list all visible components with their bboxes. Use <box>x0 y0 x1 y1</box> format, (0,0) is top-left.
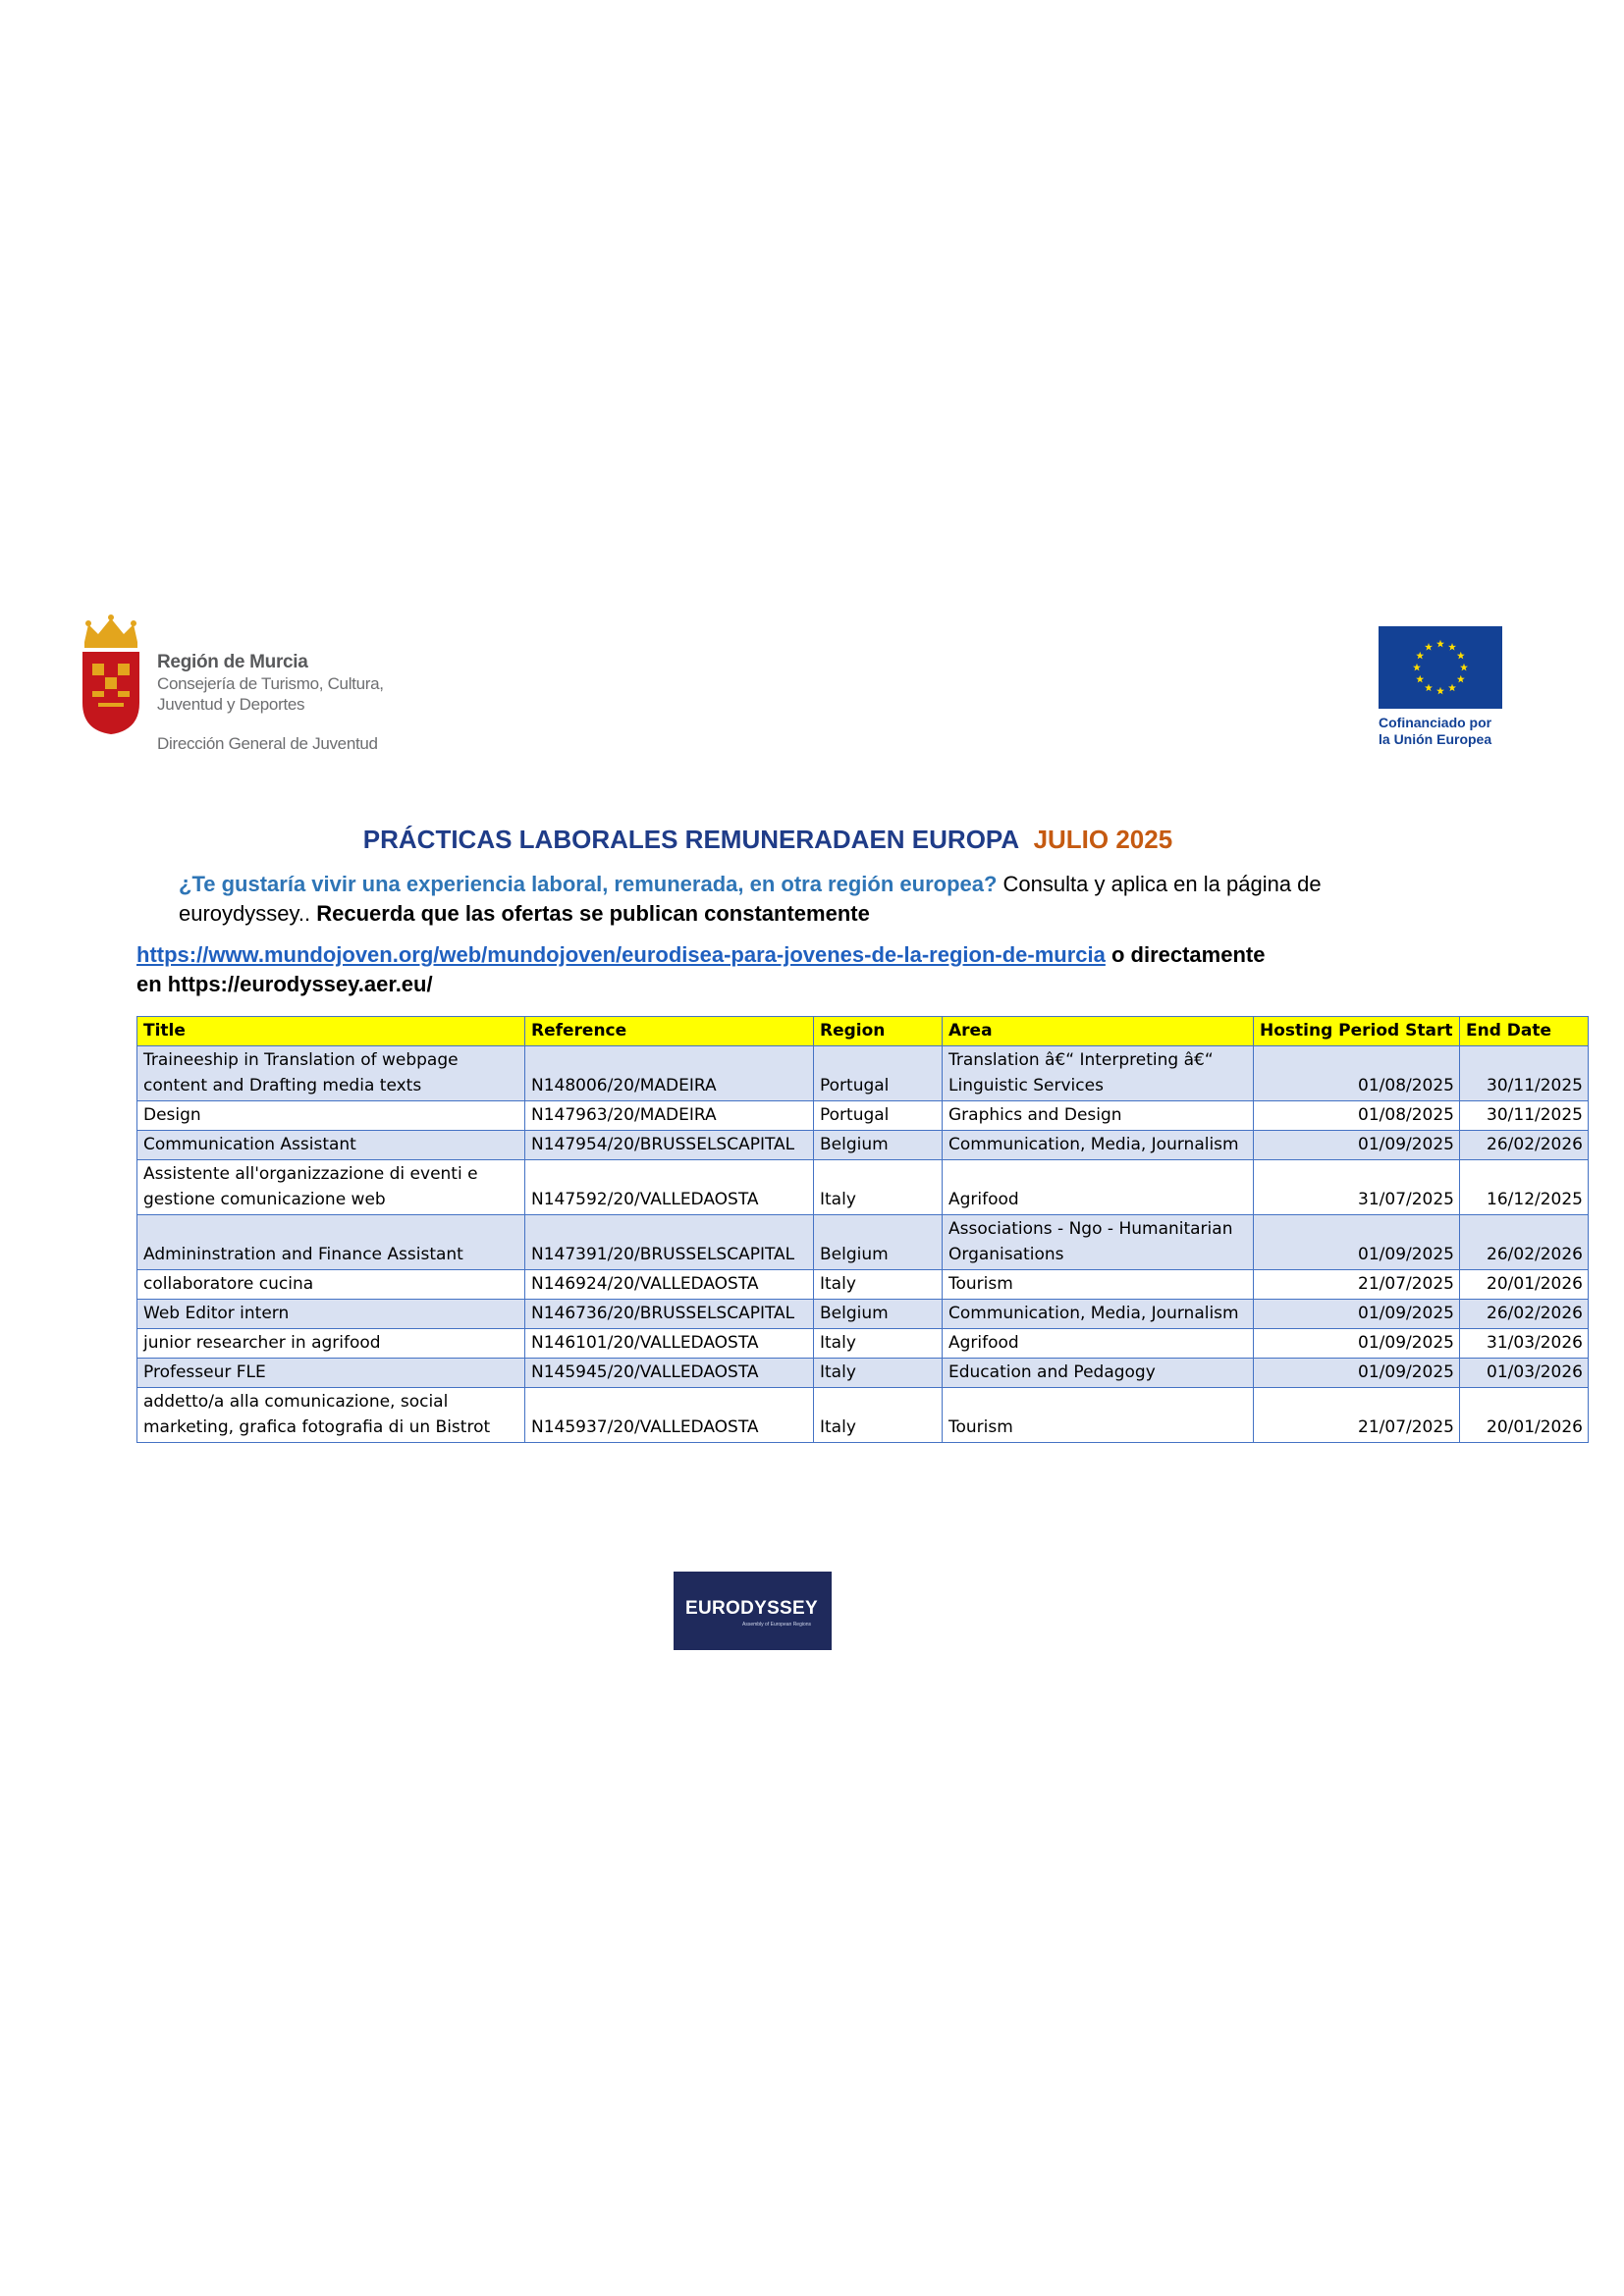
cell-region: Belgium <box>814 1300 943 1329</box>
cell-title: Assistente all'organizzazione di eventi e gestione comunicazione web <box>137 1160 525 1215</box>
cell-region: Italy <box>814 1359 943 1388</box>
cell-title: addetto/a alla comunicazione, social marketing, grafica fotografia di un Bistrot <box>137 1388 525 1443</box>
page-title <box>0 825 1536 855</box>
cell-area: Agrifood <box>943 1160 1254 1215</box>
cell-title: Admininstration and Finance Assistant <box>137 1215 525 1270</box>
cell-start: 21/07/2025 <box>1254 1388 1460 1443</box>
cell-area: Communication, Media, Journalism <box>943 1300 1254 1329</box>
cell-end: 31/03/2026 <box>1460 1329 1589 1359</box>
eurodyssey-logo <box>674 1572 832 1650</box>
cell-start: 01/08/2025 <box>1254 1101 1460 1131</box>
cell-title: collaboratore cucina <box>137 1270 525 1300</box>
eurodyssey-tagline: Assembly of European Regions <box>742 1622 812 1628</box>
header-reference: Reference <box>525 1017 814 1046</box>
cell-reference: N147592/20/VALLEDAOSTA <box>525 1160 814 1215</box>
cell-end: 30/11/2025 <box>1460 1101 1589 1131</box>
intro-bold-note: Recuerda que las ofertas se publican constantemente <box>316 901 870 926</box>
table-row <box>137 1131 1589 1160</box>
cell-end: 26/02/2026 <box>1460 1215 1589 1270</box>
cell-area: Agrifood <box>943 1329 1254 1359</box>
cell-start: 21/07/2025 <box>1254 1270 1460 1300</box>
cell-end: 16/12/2025 <box>1460 1160 1589 1215</box>
murcia-consejeria-line2: Juventud y Deportes <box>157 695 305 714</box>
intro-paragraph <box>179 870 1357 929</box>
cell-region: Italy <box>814 1388 943 1443</box>
cell-area: Associations - Ngo - Humanitarian Organisations <box>943 1215 1254 1270</box>
cell-area: Education and Pedagogy <box>943 1359 1254 1388</box>
eu-cofinanced-line1: Cofinanciado por <box>1379 715 1492 730</box>
cell-region: Italy <box>814 1270 943 1300</box>
cell-start: 01/09/2025 <box>1254 1300 1460 1329</box>
cell-title: Traineeship in Translation of webpage content and Drafting media texts <box>137 1046 525 1101</box>
table-row <box>137 1215 1589 1270</box>
cell-start: 01/09/2025 <box>1254 1215 1460 1270</box>
region-murcia-logo <box>79 613 412 760</box>
cell-region: Portugal <box>814 1046 943 1101</box>
cell-reference: N146924/20/VALLEDAOSTA <box>525 1270 814 1300</box>
table-row <box>137 1101 1589 1131</box>
cell-start: 01/09/2025 <box>1254 1131 1460 1160</box>
cell-area: Tourism <box>943 1270 1254 1300</box>
cell-start: 31/07/2025 <box>1254 1160 1460 1215</box>
cell-end: 20/01/2026 <box>1460 1388 1589 1443</box>
murcia-crest-icon <box>79 613 143 736</box>
cell-end: 26/02/2026 <box>1460 1131 1589 1160</box>
cell-region: Italy <box>814 1160 943 1215</box>
table-row <box>137 1270 1589 1300</box>
table-row <box>137 1300 1589 1329</box>
page-title-month: JULIO 2025 <box>1033 825 1173 854</box>
header-area: Area <box>943 1017 1254 1046</box>
header-hosting-start: Hosting Period Start <box>1254 1017 1460 1046</box>
cell-region: Belgium <box>814 1131 943 1160</box>
eurodyssey-url-line: en https://eurodyssey.aer.eu/ <box>136 972 433 996</box>
table-row <box>137 1388 1589 1443</box>
cell-reference: N147391/20/BRUSSELSCAPITAL <box>525 1215 814 1270</box>
header-end-date: End Date <box>1460 1017 1589 1046</box>
cell-end: 26/02/2026 <box>1460 1300 1589 1329</box>
cell-area: Communication, Media, Journalism <box>943 1131 1254 1160</box>
eu-cofinanced-logo <box>1379 626 1506 748</box>
cell-end: 30/11/2025 <box>1460 1046 1589 1101</box>
cell-region: Portugal <box>814 1101 943 1131</box>
table-header-row <box>137 1017 1589 1046</box>
table-row <box>137 1046 1589 1101</box>
murcia-direccion-general: Dirección General de Juventud <box>157 734 378 753</box>
cell-area: Translation â€“ Interpreting â€“ Linguistic Services <box>943 1046 1254 1101</box>
table-row <box>137 1329 1589 1359</box>
cell-area: Tourism <box>943 1388 1254 1443</box>
cell-reference: N146736/20/BRUSSELSCAPITAL <box>525 1300 814 1329</box>
eu-flag-icon <box>1379 626 1502 709</box>
cell-start: 01/09/2025 <box>1254 1359 1460 1388</box>
cell-title: Design <box>137 1101 525 1131</box>
cell-region: Belgium <box>814 1215 943 1270</box>
cell-reference: N147963/20/MADEIRA <box>525 1101 814 1131</box>
cell-start: 01/09/2025 <box>1254 1329 1460 1359</box>
cell-reference: N146101/20/VALLEDAOSTA <box>525 1329 814 1359</box>
cell-reference: N145945/20/VALLEDAOSTA <box>525 1359 814 1388</box>
cell-title: Communication Assistant <box>137 1131 525 1160</box>
header-region: Region <box>814 1017 943 1046</box>
header-title: Title <box>137 1017 525 1046</box>
cell-start: 01/08/2025 <box>1254 1046 1460 1101</box>
cell-reference: N148006/20/MADEIRA <box>525 1046 814 1101</box>
links-paragraph <box>136 940 1413 999</box>
eurodyssey-wordmark: EURODYSSEY <box>685 1598 818 1619</box>
table-row <box>137 1160 1589 1215</box>
murcia-consejeria-line1: Consejería de Turismo, Cultura, <box>157 674 384 693</box>
cell-end: 01/03/2026 <box>1460 1359 1589 1388</box>
cell-reference: N147954/20/BRUSSELSCAPITAL <box>525 1131 814 1160</box>
cell-reference: N145937/20/VALLEDAOSTA <box>525 1388 814 1443</box>
cell-title: Web Editor intern <box>137 1300 525 1329</box>
links-connector: o directamente <box>1105 942 1266 967</box>
eu-cofinanced-line2: la Unión Europea <box>1379 731 1492 747</box>
intro-text: Consulta y aplica en la página de euroydyssey.. <box>179 872 1322 926</box>
cell-area: Graphics and Design <box>943 1101 1254 1131</box>
page-title-main: PRÁCTICAS LABORALES REMUNERADAEN EUROPA <box>362 825 1020 854</box>
table-row <box>137 1359 1589 1388</box>
cell-region: Italy <box>814 1329 943 1359</box>
cell-title: junior researcher in agrifood <box>137 1329 525 1359</box>
cell-end: 20/01/2026 <box>1460 1270 1589 1300</box>
murcia-title: Región de Murcia <box>157 652 308 672</box>
offers-table <box>136 1016 1589 1443</box>
intro-question: ¿Te gustaría vivir una experiencia laboral, remunerada, en otra región europea? <box>179 872 998 896</box>
cell-title: Professeur FLE <box>137 1359 525 1388</box>
mundojoven-link[interactable]: https://www.mundojoven.org/web/mundojoven/eurodisea-para-jovenes-de-la-region-de-murcia <box>136 942 1106 967</box>
